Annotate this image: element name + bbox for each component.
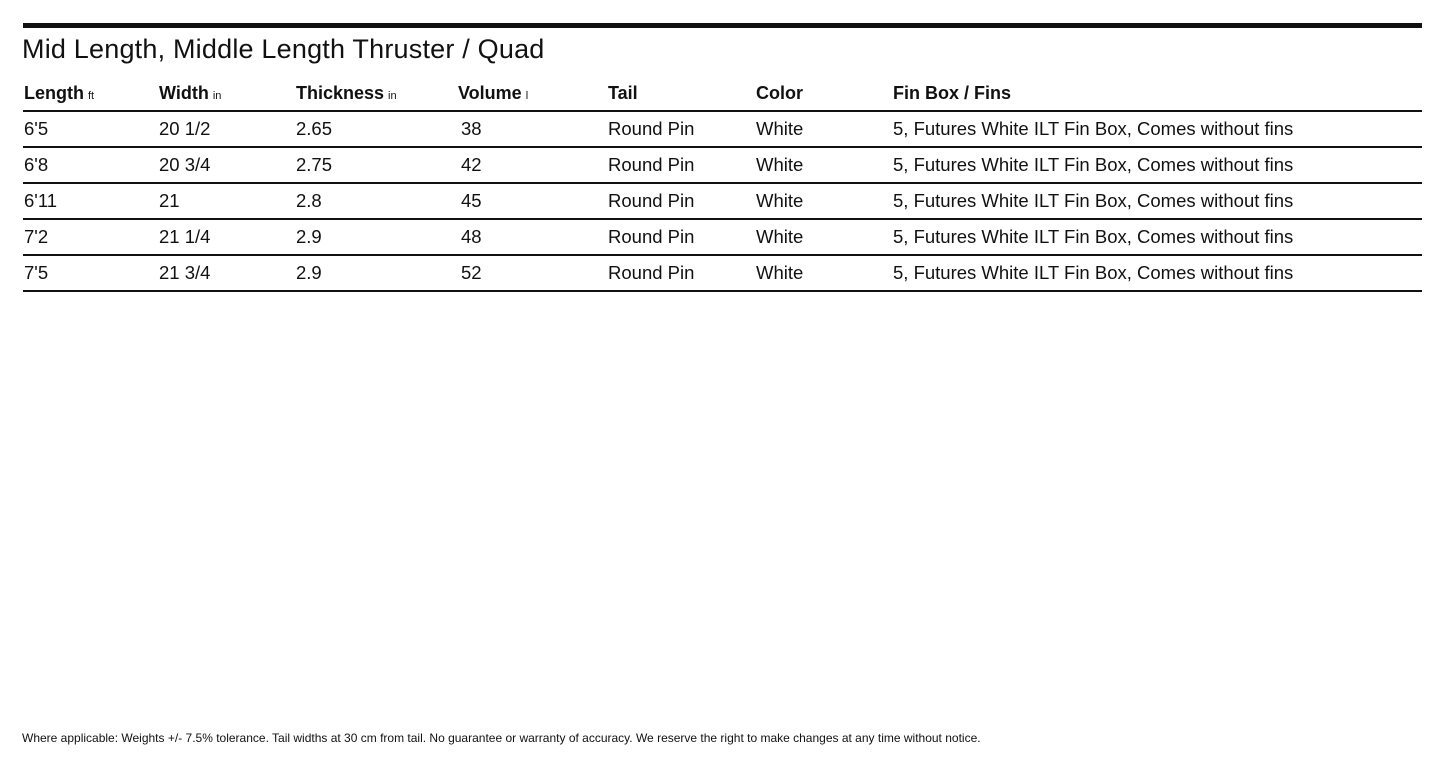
cell-color: White	[755, 111, 892, 147]
column-header-volume: Volume l	[457, 76, 607, 111]
cell-width: 20 1/2	[158, 111, 295, 147]
cell-volume: 42	[457, 147, 607, 183]
cell-tail: Round Pin	[607, 111, 755, 147]
column-header-length: Length ft	[23, 76, 158, 111]
cell-color: White	[755, 147, 892, 183]
cell-thickness: 2.75	[295, 147, 457, 183]
cell-fins: 5, Futures White ILT Fin Box, Comes without fins	[892, 111, 1422, 147]
cell-length: 7'5	[23, 255, 158, 291]
cell-volume: 48	[457, 219, 607, 255]
page-title: Mid Length, Middle Length Thruster / Quad	[22, 34, 545, 64]
column-header-color: Color	[755, 76, 892, 111]
cell-width: 20 3/4	[158, 147, 295, 183]
cell-volume: 52	[457, 255, 607, 291]
cell-fins: 5, Futures White ILT Fin Box, Comes without fins	[892, 147, 1422, 183]
unit-label: ft	[88, 89, 95, 102]
cell-thickness: 2.9	[295, 255, 457, 291]
cell-volume: 38	[457, 111, 607, 147]
footnote: Where applicable: Weights +/- 7.5% tolerance. Tail widths at 30 cm from tail. No guarantee or warranty of accuracy. We reserve the right to make changes at any time without notice.	[22, 731, 981, 745]
unit-label: in	[388, 89, 397, 102]
cell-tail: Round Pin	[607, 219, 755, 255]
table-row	[23, 255, 1422, 291]
cell-color: White	[755, 255, 892, 291]
cell-tail: Round Pin	[607, 255, 755, 291]
header-row	[23, 76, 1422, 111]
cell-tail: Round Pin	[607, 147, 755, 183]
cell-length: 6'11	[23, 183, 158, 219]
specs-table	[23, 76, 1422, 292]
cell-thickness: 2.8	[295, 183, 457, 219]
column-header-width: Width in	[158, 76, 295, 111]
cell-thickness: 2.9	[295, 219, 457, 255]
cell-width: 21 3/4	[158, 255, 295, 291]
column-header-thickness: Thickness in	[295, 76, 457, 111]
cell-length: 6'5	[23, 111, 158, 147]
cell-volume: 45	[457, 183, 607, 219]
cell-fins: 5, Futures White ILT Fin Box, Comes without fins	[892, 183, 1422, 219]
cell-tail: Round Pin	[607, 183, 755, 219]
cell-length: 7'2	[23, 219, 158, 255]
cell-width: 21 1/4	[158, 219, 295, 255]
table-row	[23, 219, 1422, 255]
cell-color: White	[755, 183, 892, 219]
unit-label: l	[525, 89, 529, 102]
cell-fins: 5, Futures White ILT Fin Box, Comes without fins	[892, 255, 1422, 291]
cell-color: White	[755, 219, 892, 255]
table-row	[23, 183, 1422, 219]
top-rule	[23, 23, 1422, 28]
table-row	[23, 147, 1422, 183]
cell-length: 6'8	[23, 147, 158, 183]
column-header-fins: Fin Box / Fins	[892, 76, 1422, 111]
unit-label: in	[212, 89, 222, 102]
table-row	[23, 111, 1422, 147]
cell-thickness: 2.65	[295, 111, 457, 147]
column-header-tail: Tail	[607, 76, 755, 111]
cell-fins: 5, Futures White ILT Fin Box, Comes without fins	[892, 219, 1422, 255]
cell-width: 21	[158, 183, 295, 219]
